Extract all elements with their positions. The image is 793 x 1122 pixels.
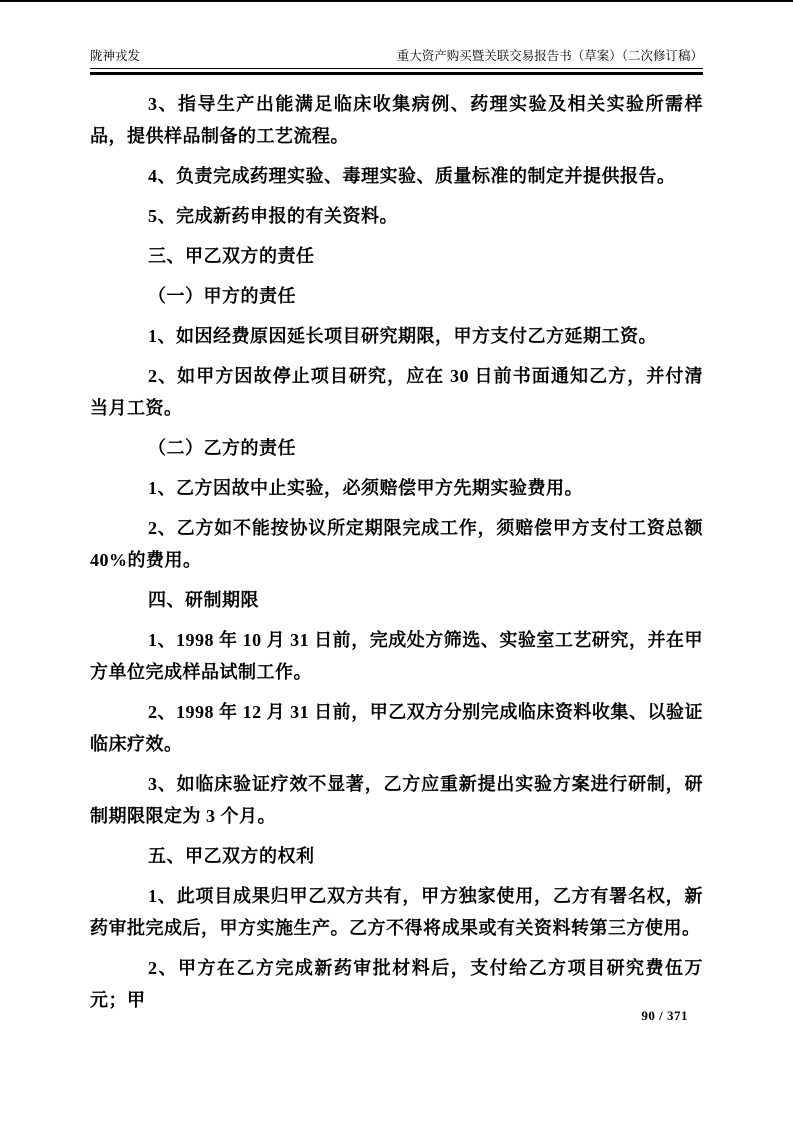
- subsection-heading-party-b: （二）乙方的责任: [148, 438, 296, 458]
- page-number: 90 / 371: [641, 1008, 688, 1023]
- page-header: [90, 48, 703, 75]
- paragraph-party-b-1: 1、乙方因故中止实验，必须赔偿甲方先期实验费用。: [148, 478, 583, 498]
- section-heading-5: 五、甲乙双方的权利: [148, 846, 315, 866]
- paragraph-party-b-2: 2、乙方如不能按协议所定期限完成工作，须赔偿甲方支付工资总额 40%的费用。: [90, 518, 703, 570]
- paragraph-item-3: 3、指导生产出能满足临床收集病例、药理实验及相关实验所需样品，提供样品制备的工艺流程。: [90, 94, 703, 146]
- section-heading-4: 四、研制期限: [148, 590, 259, 610]
- page-top-edge: [0, 0, 793, 2]
- paragraph-deadline-3: 3、如临床验证疗效不显著，乙方应重新提出实验方案进行研制，研制期限限定为 3 个月。: [90, 774, 703, 826]
- paragraph-rights-1: 1、此项目成果归甲乙双方共有，甲方独家使用，乙方有署名权，新药审批完成后，甲方实施生产。乙方不得将成果或有关资料转第三方使用。: [90, 886, 703, 938]
- header-company-name: 陇神戎发: [90, 49, 141, 63]
- section-heading-3: 三、甲乙双方的责任: [148, 246, 315, 266]
- page-footer: [90, 1008, 703, 1024]
- paragraph-party-a-1: 1、如因经费原因延长项目研究期限，甲方支付乙方延期工资。: [148, 326, 657, 346]
- header-document-title: 重大资产购买暨关联交易报告书（草案）（二次修订稿）: [396, 49, 703, 63]
- subsection-heading-party-a: （一）甲方的责任: [148, 286, 296, 306]
- paragraph-deadline-2: 2、1998 年 12 月 31 日前，甲乙双方分别完成临床资料收集、以验证临床疗效。: [90, 702, 703, 754]
- paragraph-rights-2: 2、甲方在乙方完成新药审批材料后，支付给乙方项目研究费伍万元；甲: [90, 958, 703, 1010]
- paragraph-party-a-2: 2、如甲方因故停止项目研究，应在 30 日前书面通知乙方，并付清当月工资。: [90, 366, 703, 418]
- page-header-row: [90, 48, 703, 69]
- paragraph-item-5: 5、完成新药申报的有关资料。: [148, 206, 398, 226]
- paragraph-item-4: 4、负责完成药理实验、毒理实验、质量标准的制定并提供报告。: [148, 166, 676, 186]
- paragraph-deadline-1: 1、1998 年 10 月 31 日前，完成处方筛选、实验室工艺研究，并在甲方单位完成样品试制工作。: [90, 630, 703, 682]
- document-body: [90, 88, 703, 1024]
- header-rule: [90, 72, 703, 75]
